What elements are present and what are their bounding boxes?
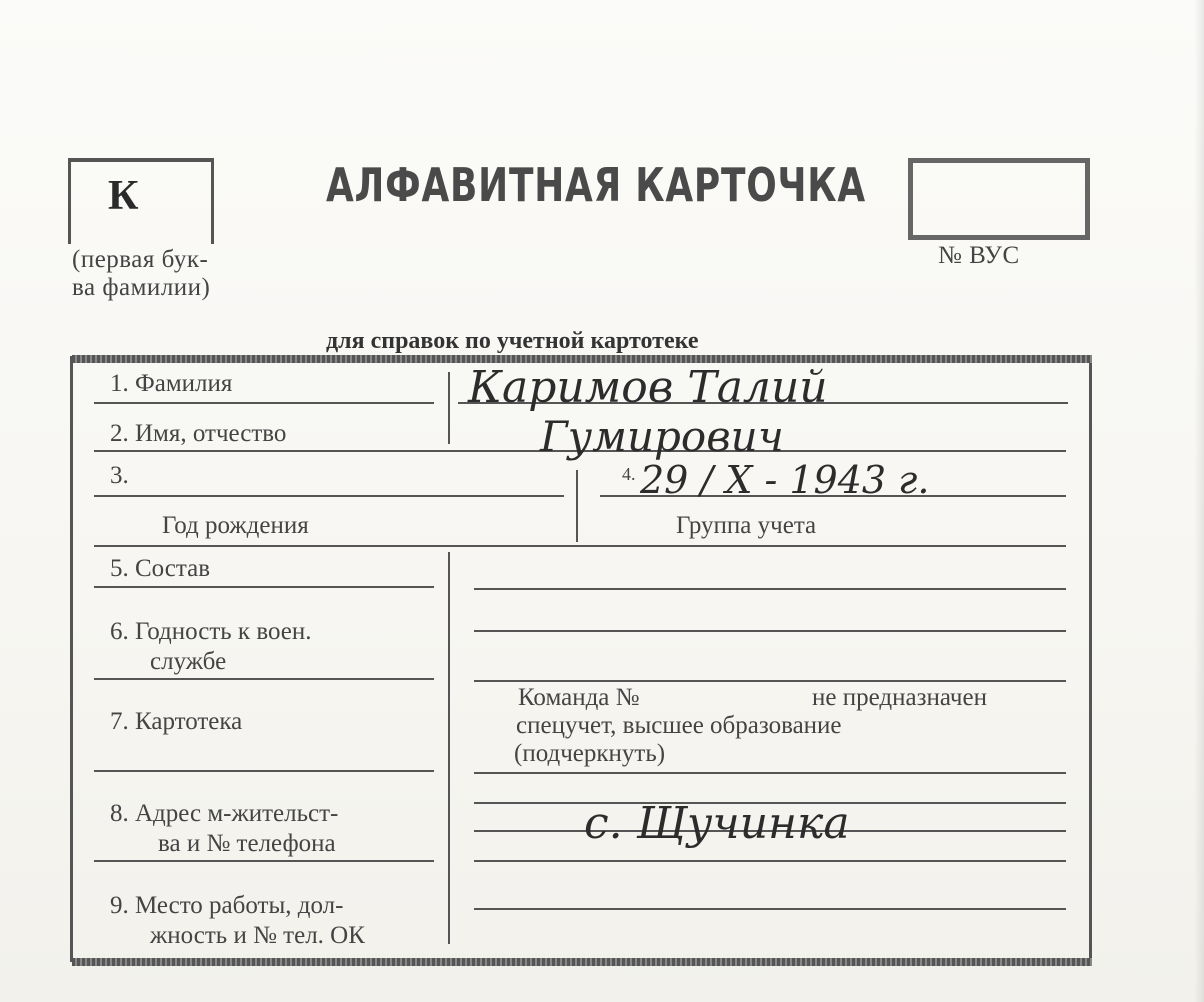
letter-caption-line-2: ва фамилии) xyxy=(72,274,211,301)
underline-note: (подчеркнуть) xyxy=(514,740,666,767)
rule xyxy=(94,495,564,497)
rule xyxy=(474,588,1066,590)
field-2-name-label: 2. Имя, отчество xyxy=(110,420,287,447)
rule xyxy=(94,678,434,680)
divider-main xyxy=(448,552,450,944)
rule xyxy=(94,770,434,772)
rule xyxy=(94,860,434,862)
not-assigned-label: не предназначен xyxy=(812,684,987,711)
command-number-label: Команда № xyxy=(518,684,640,711)
vus-box xyxy=(908,158,1090,240)
rule xyxy=(94,545,1066,547)
divider-birth xyxy=(576,470,578,542)
birth-year-caption: Год рождения xyxy=(162,512,309,539)
surname-letter: К xyxy=(108,173,139,219)
field-9-label-line-2: жность и № тел. ОК xyxy=(150,922,365,949)
field-4-label: 4. xyxy=(622,464,636,484)
vus-label: № ВУС xyxy=(938,242,1020,269)
handwritten-surname-name: Каримов Талий xyxy=(468,362,828,413)
letter-caption-line-1: (первая бук- xyxy=(72,246,209,273)
card-title: АЛФАВИТНАЯ КАРТОЧКА xyxy=(326,158,866,212)
field-9-label-line-1: 9. Место работы, дол- xyxy=(110,892,344,919)
rule xyxy=(474,860,1066,862)
field-6-label-line-1: 6. Годность к воен. xyxy=(110,618,312,645)
rule xyxy=(474,908,1066,910)
rule xyxy=(474,630,1066,632)
frame-bottom-border xyxy=(72,958,1092,966)
special-account-label: спецучет, высшее образование xyxy=(516,712,842,739)
paper-edge-shadow xyxy=(1194,0,1204,1002)
rule xyxy=(474,680,1066,682)
account-group-caption: Группа учета xyxy=(676,512,817,539)
rule xyxy=(474,772,1066,774)
field-5-label: 5. Состав xyxy=(110,555,211,582)
field-1-surname-label: 1. Фамилия xyxy=(110,370,233,397)
handwritten-address: с. Щучинка xyxy=(584,798,850,849)
field-8-label-line-1: 8. Адрес м-жительст- xyxy=(110,800,339,827)
divider-top xyxy=(448,372,450,444)
handwritten-birth-date: 29 / X - 1943 г. xyxy=(640,458,930,502)
rule xyxy=(94,402,434,404)
field-8-label-line-2: ва и № телефона xyxy=(158,830,336,857)
rule xyxy=(94,586,434,588)
field-7-label: 7. Картотека xyxy=(110,708,243,735)
card-subtitle: для справок по учетной картотеке xyxy=(326,328,699,354)
handwritten-patronymic: Гумирович xyxy=(540,412,784,461)
surname-letter-box xyxy=(68,158,214,244)
field-3-label: 3. xyxy=(110,462,129,489)
field-6-label-line-2: службе xyxy=(150,648,227,675)
